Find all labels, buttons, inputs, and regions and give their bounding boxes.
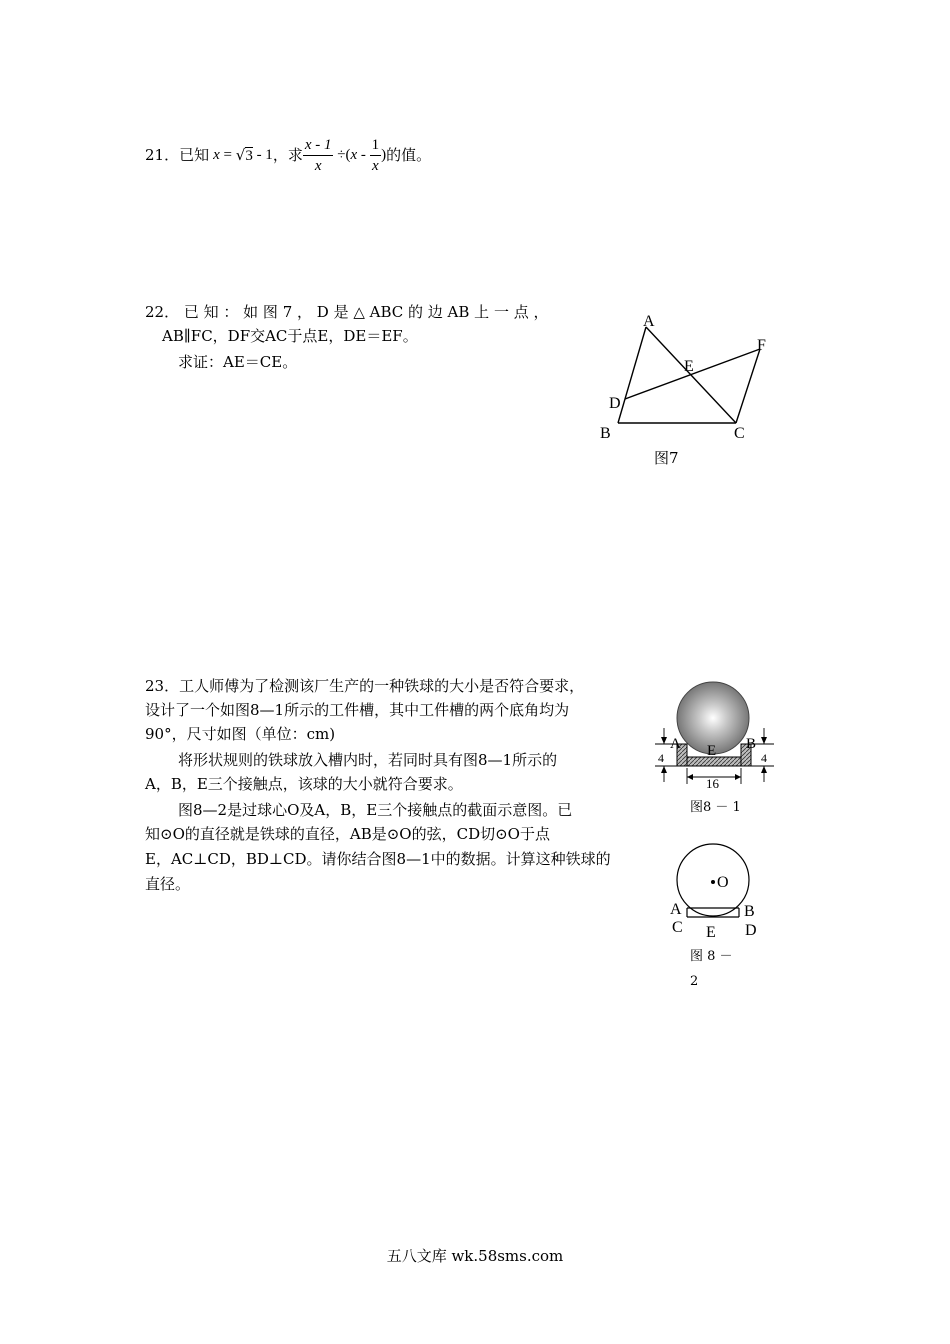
q21-suffix: 的值。: [386, 146, 432, 164]
fig82-label-C: C: [672, 919, 683, 936]
fig81-caption: 图8 － 1: [690, 800, 741, 815]
q21-ask: ，求: [272, 146, 303, 164]
q22-line-1: 22． 已 知 ： 如 图 7 ， D 是 △ ABC 的 边 AB 上 一 点 ，: [145, 303, 549, 321]
q23-line-7: 知⊙O的直径就是铁球的直径，AB是⊙O的弦，CD切⊙O于点: [145, 825, 550, 843]
label-E: E: [684, 358, 694, 375]
q21-divide: ÷(: [333, 147, 351, 163]
q21-frac1-numerator: x - 1: [303, 135, 334, 156]
q21-frac1-denominator: x: [314, 157, 322, 174]
figure-8-1: [650, 680, 780, 820]
label-B: B: [600, 425, 611, 442]
q21-x: x: [213, 147, 220, 163]
figure-7-caption: 图7: [654, 449, 679, 467]
fig82-caption-line-2: 2: [690, 974, 699, 989]
q23-line-2: 设计了一个如图8—1所示的工件槽，其中工件槽的两个底角均为: [145, 701, 570, 719]
fig81-dim-width: 16: [706, 776, 719, 791]
q21-number: 21．: [145, 146, 180, 164]
q23-line-5: A，B，E三个接触点，该球的大小就符合要求。: [145, 775, 463, 793]
q21-fraction-2: [370, 135, 382, 176]
center-dot: [711, 880, 715, 884]
fig82-label-O: O: [717, 874, 729, 891]
fig81-label-E: E: [707, 743, 717, 759]
line-FC: [736, 349, 760, 423]
q21-x2: x: [350, 147, 358, 163]
sqrt-symbol: √: [235, 146, 246, 164]
fig81-label-A: A: [670, 736, 681, 752]
q23-line-1: 23．工人师傅为了检测该厂生产的一种铁球的大小是否符合要求，: [145, 677, 585, 695]
fig81-label-B: B: [746, 736, 757, 752]
figure-7: [590, 305, 780, 485]
fig82-label-D: D: [745, 922, 757, 939]
label-C: C: [734, 425, 745, 442]
label-A: A: [643, 313, 655, 330]
label-F: F: [757, 337, 766, 354]
line-AB: [618, 327, 646, 423]
q21-minus2: -: [357, 147, 370, 163]
fig82-label-B: B: [744, 903, 755, 920]
label-D: D: [609, 395, 621, 412]
q21-prefix: 已知: [179, 146, 210, 164]
fig82-caption-line-1: 图 8 －: [690, 949, 733, 964]
q23-line-3: 90°，尺寸如图（单位：cm): [145, 725, 336, 743]
fig82-label-E: E: [706, 924, 716, 941]
q21-fraction-1: [303, 135, 334, 176]
triangle-lines: [618, 327, 760, 423]
question-21: [145, 132, 431, 178]
q23-line-6: 图8—2是过球心O及A，B，E三个接触点的截面示意图。已: [178, 801, 573, 819]
q23-line-8: E，AC⊥CD，BD⊥CD。请你结合图8—1中的数据。计算这种铁球的: [145, 850, 611, 868]
q23-line-9: 直径。: [145, 875, 191, 893]
q22-line-2: AB∥FC，DF交AC于点E，DE＝EF。: [162, 327, 418, 345]
q21-frac2-numerator: 1: [370, 135, 382, 156]
q21-minus-one: - 1: [252, 147, 273, 163]
footer-text: 五八文库 wk.58sms.com: [386, 1247, 564, 1265]
fig81-dim-right: 4: [761, 751, 767, 765]
q23-line-4: 将形状规则的铁球放入槽内时，若同时具有图8—1所示的: [178, 751, 558, 769]
q22-line-3: 求证：AE＝CE。: [178, 353, 298, 371]
q21-frac2-denominator: x: [372, 157, 379, 174]
figure-8-2: [660, 840, 770, 990]
q21-close-paren: ): [381, 147, 387, 163]
fig82-label-A: A: [670, 901, 682, 918]
q21-equals: =: [219, 147, 236, 163]
q21-sqrt-arg: 3: [245, 147, 253, 164]
fig81-dim-left: 4: [658, 751, 664, 765]
